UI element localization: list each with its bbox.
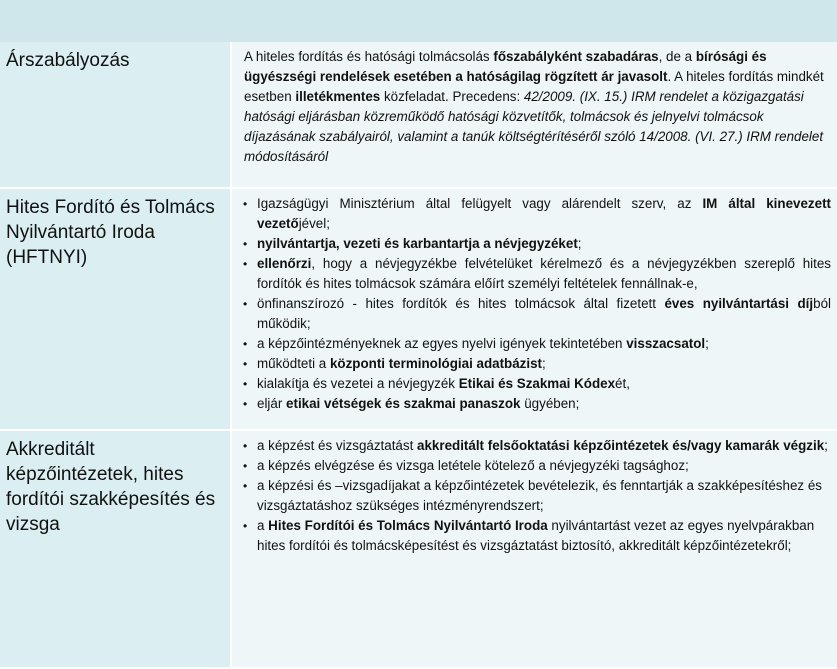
text-run: akkreditált felsőoktatási képzőintézetek és/vagy kamarák végzik [417,438,825,453]
list-item [242,334,831,354]
text-run: etikai vétségek és szakmai panaszok [286,396,521,411]
list-item [242,516,831,556]
text-run: ; [577,236,582,251]
list-item [242,394,831,414]
list-item [242,456,831,476]
text-run: ét, [615,376,630,391]
bullet-list [242,436,831,556]
text-run: A hiteles fordítás és hatósági tolmácsolás [244,49,494,64]
row-content [231,42,837,188]
bullet-icon: • [243,479,248,493]
text-run: éves nyilvántartási díj [664,296,814,311]
bullet-icon: • [243,297,248,311]
text-run: IM által kinevezett vezető [257,196,831,231]
text-run: 42/2009. (IX. 15.) IRM rendelet a közigazgatási hatósági eljárásban közreműködő hatósági közvetítők, tolmácsok és jelnyelvi tolmácsok díjazásának szabályairól, valamint a tanúk költségtérítéséről szóló 14/2008. (VI. 27.) IRM rendelet módosításáról [244,89,824,164]
bullet-icon: • [243,459,248,473]
row-content [231,188,837,430]
text-run: nyilvántartást vezet az egyes nyelvpárakban hites fordítói és tolmácsképesítést és vizsgáztatást biztosító, akkreditált képzőintézetekről; [257,518,815,553]
bullet-icon: • [243,197,248,211]
list-item [242,354,831,374]
list-item [242,476,831,516]
bullet-list [242,194,831,414]
text-run: ; [542,356,546,371]
text-run: ból működik; [257,296,831,331]
text-run: nyilvántartja, vezeti és karbantartja a névjegyzéket [257,236,578,251]
text-run: a képzést és vizsgáztatást [257,438,418,453]
list-item [242,294,831,334]
text-run: önfinanszírozó - hites fordítók és hites tolmácsok által fizetett [257,296,665,311]
text-run: főszabályként szabadáras [493,49,659,64]
bullet-icon: • [243,439,248,453]
text-run: a képzőintézményeknek az egyes nyelvi igények tekintetében [257,336,627,351]
text-run: a képzés elvégzése és vizsga letétele kötelező a névjegyzéki tagsághoz; [257,458,689,473]
list-item [242,234,831,254]
header-band [0,0,837,45]
text-run: kialakítja és vezetei a névjegyzék [257,376,459,391]
bullet-icon: • [243,357,248,371]
text-run: , hogy a névjegyzékbe felvételüket kérelmező és a névjegyzékben szereplő hites fordítók és hites tolmácsok számára előírt személyi feltételek fennállnak-e, [257,256,831,291]
row-paragraph [242,47,831,167]
text-run: visszacsatol [626,336,706,351]
row-label: Hites Fordító és Tolmács Nyilvántartó Iroda (HFTNYI) [0,188,231,430]
text-run: a képzési és –vizsgadíjakat a képzőintézetek bevételezik, és fenntartják a szakképesítéshez és vizsgáztatáshoz szükséges intézményrendszert; [257,478,822,513]
bullet-icon: • [243,257,248,271]
bullet-icon: • [243,519,248,533]
text-run: eljár [257,396,287,411]
text-run: Hites Fordítói és Tolmács Nyilvántartó Iroda [268,518,548,533]
bullet-icon: • [243,337,248,351]
list-item [242,374,831,394]
list-item [242,254,831,294]
bullet-icon: • [243,377,248,391]
row-content [231,430,837,668]
bullet-icon: • [243,397,248,411]
text-run: ellenőrzi [257,256,312,271]
list-item [242,436,831,456]
text-run: jével; [298,216,330,231]
text-run: közfeladat. Precedens: [380,89,524,104]
row-label: Akkreditált képzőintézetek, hites fordítói szakképesítés és vizsga [0,430,231,668]
table-row [0,42,837,188]
text-run: ; [705,336,709,351]
text-run: illetékmentes [295,89,381,104]
text-run: bírósági és ügyészségi rendelések esetében a hatóságilag rögzített ár javasolt [244,49,767,84]
text-run: működteti a [257,356,330,371]
text-run: a [257,518,269,533]
bullet-icon: • [243,237,248,251]
table-row [0,188,837,430]
list-item [242,194,831,234]
info-table [0,42,837,669]
text-run: ; [824,438,828,453]
text-run: ügyében; [520,396,580,411]
text-run: központi terminológiai adatbázist [329,356,542,371]
text-run: Etikai és Szakmai Kódex [458,376,616,391]
row-label: Árszabályozás [0,42,231,188]
text-run: , de a [658,49,696,64]
table-row [0,430,837,668]
text-run: . A hiteles fordítás mindkét esetben [244,69,824,104]
text-run: Igazságügyi Minisztérium által felügyelt vagy alárendelt szerv, az [257,196,703,211]
